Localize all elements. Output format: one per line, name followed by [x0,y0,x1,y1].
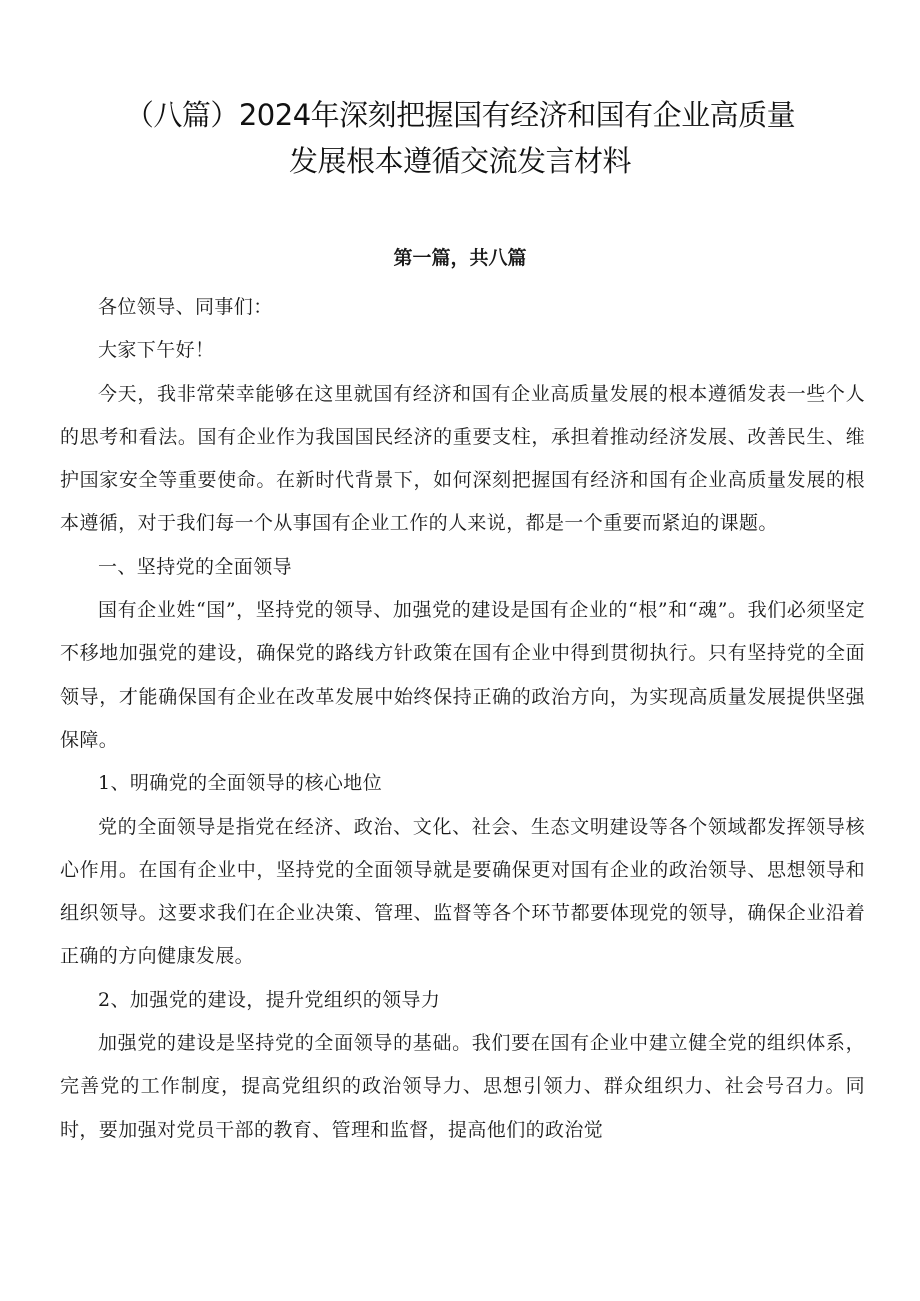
document-title [60,92,860,184]
paragraph: 加强党的建设是坚持党的全面领导的基础。我们要在国有企业中建立健全党的组织体系，完善党的工作制度，提高党组织的政治领导力、思想引领力、群众组织力、社会号召力。同时，要加强对党员干部的教育、管理和监督，提高他们的政治觉 [60,1032,865,1141]
document-body [60,286,865,1152]
heading-1: 一、坚持党的全面领导 [98,555,293,578]
paragraph: 党的全面领导是指党在经济、政治、文化、社会、生态文明建设等各个领域都发挥领导核心作用。在国有企业中，坚持党的全面领导就是要确保更对国有企业的政治领导、思想领导和组织领导。这要求我们在企业决策、管理、监督等各个环节都要体现党的领导，确保企业沿着正确的方向健康发展。 [60,815,865,968]
greeting: 大家下午好！ [98,339,215,362]
subheading-2: 2、加强党的建设，提升党组织的领导力 [98,988,441,1011]
section-title: 第一篇，共八篇 [393,247,527,269]
paragraph: 今天，我非常荣幸能够在这里就国有经济和国有企业高质量发展的根本遵循发表一些个人的思考和看法。国有企业作为我国国民经济的重要支柱，承担着推动经济发展、改善民生、维护国家安全等重要使命。在新时代背景下，如何深刻把握国有经济和国有企业高质量发展的根本遵循，对于我们每一个从事国有企业工作的人来说，都是一个重要而紧迫的课题。 [60,382,865,535]
document-title-line-2: 发展根本遵循交流发言材料 [288,144,631,178]
paragraph: 国有企业姓“国”，坚持党的领导、加强党的建设是国有企业的“根”和“魂”。我们必须坚定不移地加强党的建设，确保党的路线方针政策在国有企业中得到贯彻执行。只有坚持党的全面领导，才能确保国有企业在改革发展中始终保持正确的政治方向，为实现高质量发展提供坚强保障。 [60,599,865,751]
salutation: 各位领导、同事们： [98,296,273,318]
document-title-line-1: （八篇）2024年深刻把握国有经济和国有企业高质量 [124,98,796,132]
subheading-1: 1、明确党的全面领导的核心地位 [98,772,383,795]
